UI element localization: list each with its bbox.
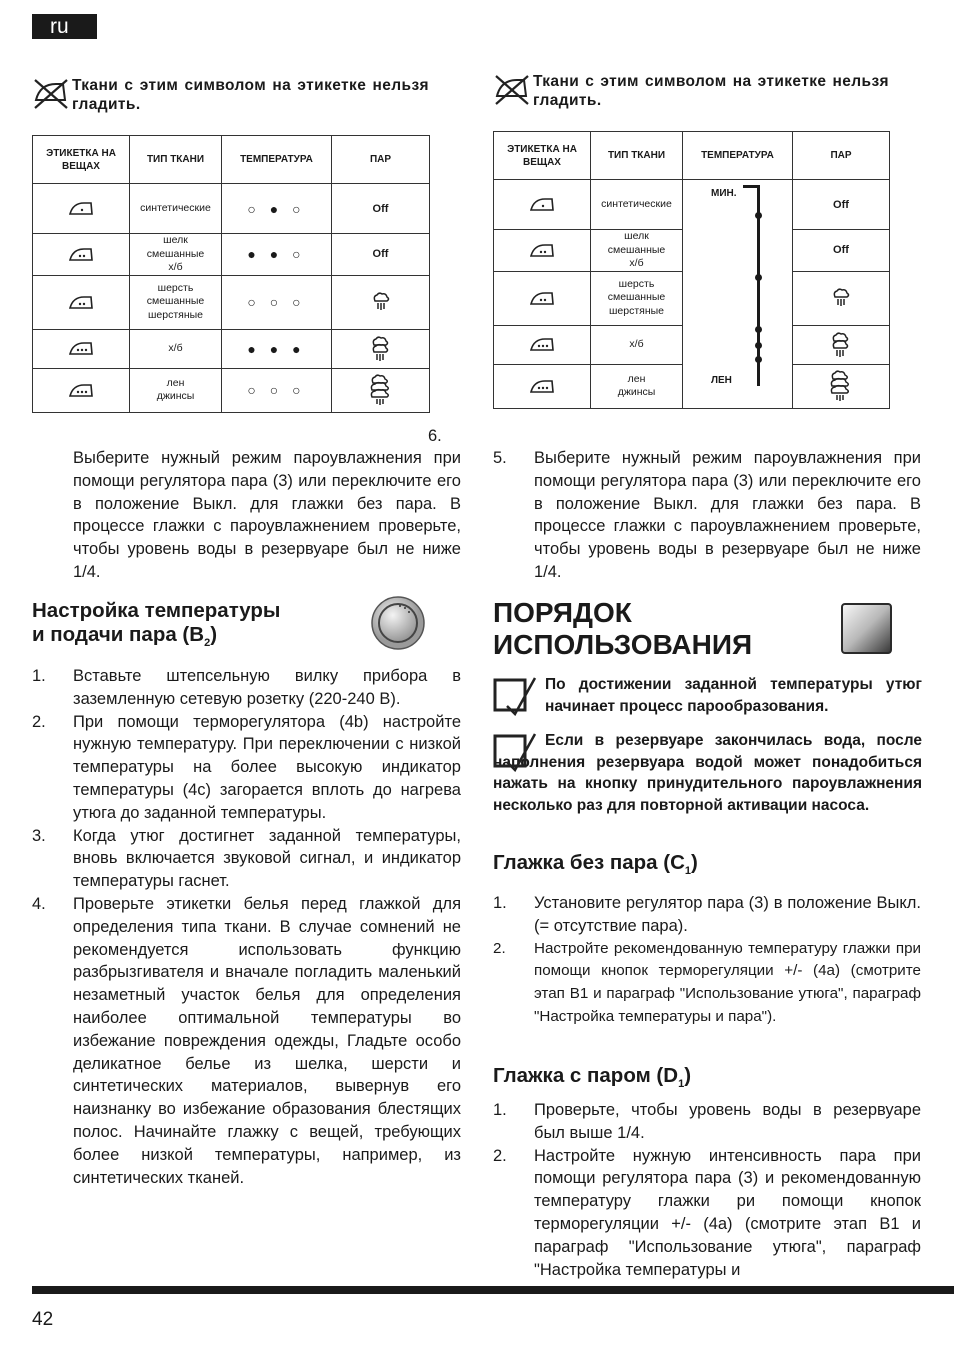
col-fabric: ТИП ТКАНИ: [130, 136, 222, 184]
iron-2dot-icon: [33, 275, 130, 329]
item-text: Когда утюг достигнет заданной температуры, вновь включается звуковой сигнал, и индикатор температуры гаснет.: [73, 826, 461, 891]
col-label: ЭТИКЕТКА НА ВЕЩАХ: [494, 132, 591, 180]
steam-off: Off: [793, 180, 890, 230]
steam-off: Off: [793, 230, 890, 272]
fabric-cell: шерсть смешанные шерстяные: [591, 271, 683, 325]
scale-top: [743, 185, 760, 188]
steam-off: Off: [332, 234, 430, 276]
temp-dots: ○ ○ ○: [222, 275, 332, 329]
temperature-dial-icon: [370, 595, 426, 651]
iron-3dot-icon: [494, 325, 591, 364]
heading-sub: 1: [678, 1078, 685, 1091]
temp-dots: ● ● ○: [222, 234, 332, 276]
heading-text: Глажка с паром (D: [493, 1064, 679, 1087]
warning-right: [493, 72, 889, 112]
steam-ironing-list: [493, 1099, 921, 1281]
item-text: При помощи терморегулятора (4b) настройте нужную температуру. При переключении с низкой температуры на более высокую индикатор температуры (4c) загорается вплоть до нагрева утюга до заданной температуры.: [73, 712, 461, 822]
item-text: Установите регулятор пара (3) в положение Выкл. (= отсутствие пара).: [534, 894, 921, 935]
checkbox-note-icon: [493, 676, 539, 716]
item-number: 1.: [493, 894, 507, 912]
fabric-cell: шелк смешанные х/б: [591, 230, 683, 272]
heading-line1: Настройка температуры: [32, 599, 281, 622]
list-item: [32, 893, 461, 1189]
no-iron-icon: [493, 72, 531, 106]
heading-line2: ИСПОЛЬЗОВАНИЯ: [493, 629, 753, 660]
item-text: Выберите нужный режим пароувлажнения при помощи регулятора пара (3) или переключите его в положение Выкл. для глажки без пара. В процессе глажки с пароувлажнением проверьте, чтобы уровень воды в резервуаре был не ниже 1/4.: [534, 449, 921, 581]
temp-steam-list: [32, 665, 461, 1189]
list-item: [493, 1099, 921, 1145]
step-6-number: 6.: [428, 427, 442, 445]
step-6-text: Выберите нужный режим пароувлажнения при помощи регулятора пара (3) или переключите его в положение Выкл. для глажки без пара. В процессе глажки с пароувлажнением проверьте, чтобы уровень воды в резервуаре был не ниже 1/4.: [73, 449, 461, 581]
steam-high-icon: [332, 368, 430, 412]
col-fabric: ТИП ТКАНИ: [591, 132, 683, 180]
page-number: 42: [32, 1309, 54, 1330]
iron-2dot-icon: [33, 234, 130, 276]
heading-text: Глажка без пара (C: [493, 851, 685, 874]
heading-line2: и подачи пара (B: [32, 623, 205, 646]
item-number: 5.: [493, 449, 507, 467]
col-steam: ПАР: [332, 136, 430, 184]
iron-1dot-icon: [494, 180, 591, 230]
section-heading-usage: [493, 597, 823, 661]
checkbox-note-icon: [493, 732, 539, 772]
item-text: Проверьте этикетки белья перед глажкой для определения типа ткани. В случае сомнений не рекомендуется использовать функцию разбрызгивателя и вначале погладить маленький незаметный участок белья для определения наиболее оптимальной температуры во избежание повреждения одежды, Гладьте особо деликатное белье из шелка, шерсти и синтетических материалов, вывернув его наизнанку во избежание образования блестящих полос. Начинайте глажку с вещей, требующих более низкой температуры, например, из синтетических тканей.: [73, 894, 461, 1187]
steam-low-icon: [332, 275, 430, 329]
step-5: [493, 447, 921, 584]
note-text: По достижении заданной температуры утюг начинает процесс парообразования.: [545, 676, 922, 715]
item-text: Вставьте штепсельную вилку прибора в заземленную сетевую розетку (220-240 В).: [73, 667, 461, 708]
heading-close: ): [210, 623, 218, 646]
iron-2dot-icon: [494, 271, 591, 325]
list-item: [32, 711, 461, 825]
fabric-cell: синтетические: [130, 184, 222, 234]
steam-medium-icon: [332, 329, 430, 368]
item-text: Настройте рекомендованную температуру глажки при помощи кнопок терморегуляции +/- (4a) (смотрите этап B1 и параграф "Использование утюга", параграф "Настройка температуры и пара").: [534, 939, 921, 1025]
item-text: Настройте нужную интенсивность пара при помощи регулятора пара (3) и рекомендованную температуру глажки ри помощи кнопок терморегуляции +/- (4a) (смотрите этап B1 и параграф "Использование утюга", параграф "Настройка температуры и: [534, 1146, 921, 1279]
section-heading-temp-steam: [32, 599, 352, 655]
max-label: ЛЕН: [711, 375, 732, 386]
scale-dot: [755, 342, 762, 349]
temp-scale: [683, 180, 793, 409]
col-steam: ПАР: [793, 132, 890, 180]
item-number: 1.: [32, 667, 46, 685]
dry-ironing-list: [493, 892, 921, 1029]
scale-dot: [755, 274, 762, 281]
list-item: [32, 665, 461, 711]
fabric-table-right: [493, 131, 890, 409]
fabric-table-left: [32, 135, 430, 413]
heading-sub: 2: [204, 637, 211, 650]
fabric-cell: шелк смешанные х/б: [130, 234, 222, 276]
iron-3dot-icon: [33, 329, 130, 368]
footer-bar: [32, 1286, 954, 1294]
item-number: 3.: [32, 826, 46, 845]
item-text: Проверьте, чтобы уровень воды в резервуаре был выше 1/4.: [534, 1101, 921, 1142]
heading-line1: ПОРЯДОК: [493, 597, 632, 628]
heading-dry-ironing: [493, 851, 698, 883]
heading-sub: 1: [684, 865, 692, 878]
col-temp: ТЕМПЕРАТУРА: [683, 132, 793, 180]
col-temp: ТЕМПЕРАТУРА: [222, 136, 332, 184]
fabric-cell: лен джинсы: [591, 364, 683, 408]
fabric-cell: х/б: [130, 329, 222, 368]
steam-medium-icon: [793, 325, 890, 364]
fabric-cell: лен джинсы: [130, 368, 222, 412]
warning-text: Ткани с этим символом на этикетке нельзя гладить.: [533, 73, 889, 109]
note-2: [493, 730, 922, 816]
steam-off: Off: [332, 184, 430, 234]
fabric-cell: шерсть смешанные шерстяные: [130, 275, 222, 329]
temp-dots: ○ ○ ○: [222, 368, 332, 412]
warning-text: Ткани с этим символом на этикетке нельзя гладить.: [72, 77, 429, 113]
min-label: МИН.: [711, 188, 737, 199]
note-1: [493, 674, 922, 717]
list-item: [493, 447, 921, 584]
heading-close: ): [691, 851, 698, 874]
iron-1dot-icon: [33, 184, 130, 234]
language-tab: ru: [32, 14, 97, 39]
scale-dot: [755, 356, 762, 363]
fabric-cell: х/б: [591, 325, 683, 364]
warning-left: [32, 76, 429, 116]
item-number: 4.: [32, 894, 46, 913]
item-number: 2.: [493, 1146, 507, 1165]
iron-3dot-icon: [33, 368, 130, 412]
temp-dots: ○ ● ○: [222, 184, 332, 234]
note-text: Если в резервуаре закончилась вода, после наполнения резервуара водой может понадобиться нажать на кнопку принудительного пароувлажнения несколько раз для повторной активации насоса.: [493, 732, 922, 814]
list-item: [493, 892, 921, 938]
item-number: 2.: [493, 939, 506, 957]
heading-close: ): [684, 1064, 692, 1087]
temp-dots: ● ● ●: [222, 329, 332, 368]
list-item: [493, 1145, 921, 1282]
steam-high-icon: [793, 364, 890, 408]
col-label: ЭТИКЕТКА НА ВЕЩАХ: [33, 136, 130, 184]
fabric-cell: синтетические: [591, 180, 683, 230]
heading-steam-ironing: [493, 1064, 691, 1096]
item-number: 2.: [32, 712, 46, 731]
no-iron-icon: [32, 76, 70, 110]
list-item: [493, 938, 921, 1029]
iron-2dot-icon: [494, 230, 591, 272]
steam-low-icon: [793, 271, 890, 325]
scale-dot: [755, 326, 762, 333]
scale-dot: [755, 212, 762, 219]
usage-gradient-icon: [841, 603, 892, 654]
list-item: [32, 825, 461, 893]
item-number: 1.: [493, 1101, 507, 1119]
iron-3dot-icon: [494, 364, 591, 408]
